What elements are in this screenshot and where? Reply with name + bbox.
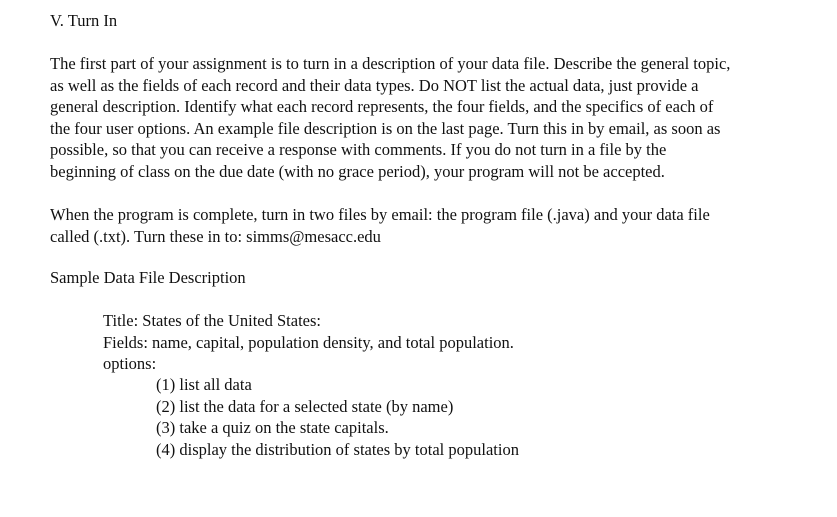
paragraph-line: as well as the fields of each record and their data types. Do NOT list the actual data, just provide a xyxy=(50,75,699,95)
options-list xyxy=(156,374,519,460)
paragraph-instructions xyxy=(50,53,810,182)
paragraph-line: called (.txt). Turn these in to: simms@mesacc.edu xyxy=(50,226,381,246)
paragraph-line: The first part of your assignment is to turn in a description of your data file. Describe the general topic, xyxy=(50,54,731,73)
sample-options-label: options: xyxy=(103,354,157,373)
paragraph-line: When the program is complete, turn in two files by email: the program file (.java) and your data file xyxy=(50,205,710,224)
paragraph-line: possible, so that you can receive a response with comments. If you do not turn in a file by the xyxy=(50,140,667,159)
sample-title-line: Title: States of the United States: xyxy=(103,311,322,330)
paragraph-line: the four user options. An example file description is on the last page. Turn this in by email, as soon as xyxy=(50,118,721,138)
section-heading: V. Turn In xyxy=(50,11,118,30)
list-item: (4) display the distribution of states by total population xyxy=(156,439,519,459)
sample-description xyxy=(103,310,514,375)
list-item: (3) take a quiz on the state capitals. xyxy=(156,418,389,437)
sample-section-title: Sample Data File Description xyxy=(50,268,246,287)
paragraph-line: beginning of class on the due date (with no grace period), your program will not be accepted. xyxy=(50,161,665,181)
paragraph-line: general description. Identify what each record represents, the four fields, and the specifics of each of xyxy=(50,97,714,116)
paragraph-submission xyxy=(50,204,810,247)
sample-fields-line: Fields: name, capital, population density, and total population. xyxy=(103,332,514,352)
list-item: (2) list the data for a selected state (by name) xyxy=(156,396,454,416)
list-item: (1) list all data xyxy=(156,375,252,394)
